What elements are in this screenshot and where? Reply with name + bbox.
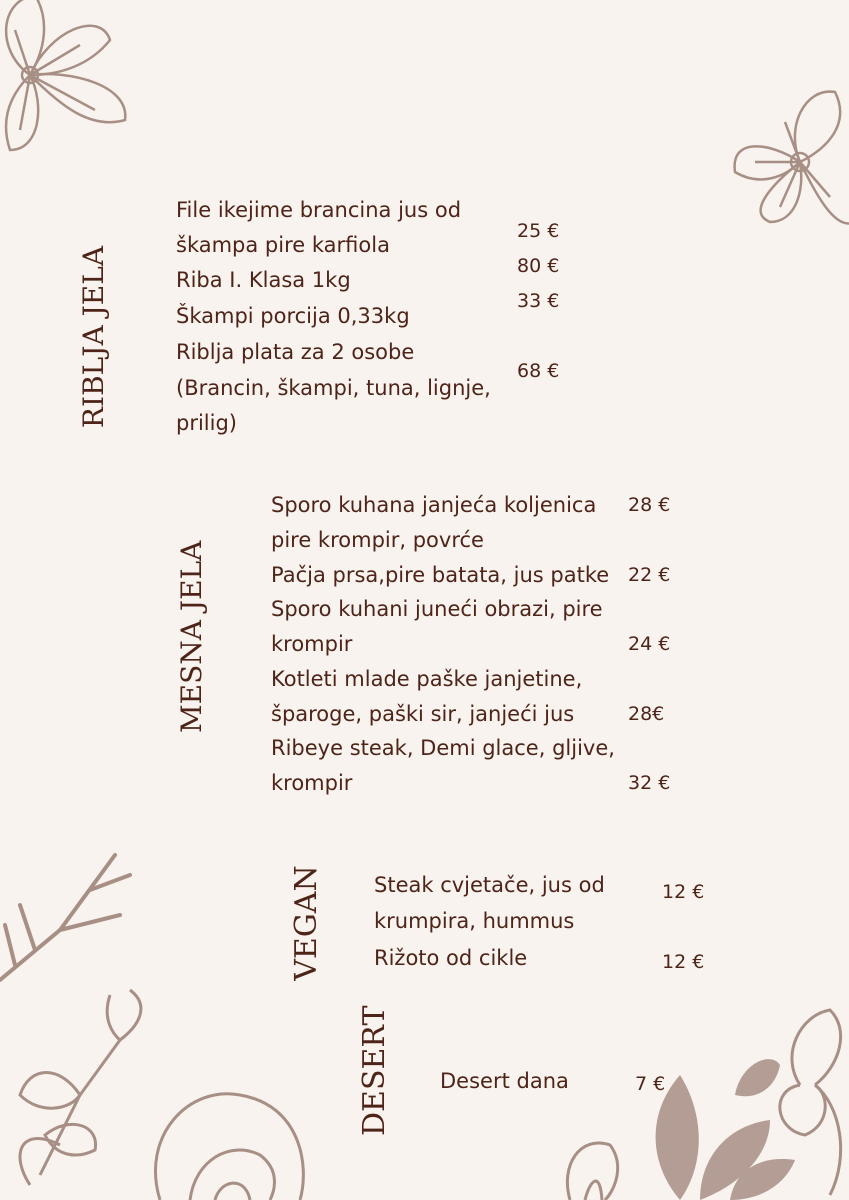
menu-item-line: krumpira, hummus: [374, 909, 575, 933]
menu-item-line: Ribeye steak, Demi glace, gljive,: [271, 736, 615, 760]
leaf-icon: [530, 995, 849, 1200]
menu-item-price: 25 €: [517, 220, 560, 242]
menu-item-price: 7 €: [635, 1073, 666, 1095]
menu-item-line: Desert dana: [440, 1069, 569, 1093]
section-title-mesna-jela: MESNA JELA: [175, 540, 208, 733]
menu-item-line: krompir: [271, 771, 353, 795]
menu-item-price: 24 €: [628, 633, 671, 655]
menu-item-price: 32 €: [628, 772, 671, 794]
menu-item-line: Steak cvjetače, jus od: [374, 873, 605, 897]
section-title-desert: DESERT: [357, 1005, 392, 1136]
menu-item-line: File ikejime brancina jus od: [176, 198, 462, 222]
flower-icon: [0, 0, 160, 165]
menu-item-line: pire krompir, povrće: [271, 528, 484, 552]
menu-item-price: 12 €: [662, 951, 705, 973]
menu-item-line: (Brancin, škampi, tuna, lignje,: [176, 376, 491, 400]
menu-item-line: Rižoto od cikle: [374, 946, 528, 970]
menu-item-line: krompir: [271, 632, 353, 656]
menu-item-price: 12 €: [662, 881, 705, 903]
menu-item-line: Sporo kuhana janjeća koljenica: [271, 493, 597, 517]
flower-icon: [0, 985, 330, 1200]
menu-item-line: šparoge, paški sir, janjeći jus: [271, 702, 575, 726]
menu-item-line: prilig): [176, 411, 237, 435]
section-title-riblja-jela: RIBLJA JELA: [77, 245, 110, 429]
section-title-vegan: VEGAN: [289, 865, 324, 981]
menu-item-price: 80 €: [517, 255, 560, 277]
menu-item-line: Kotleti mlade paške janjetine,: [271, 667, 583, 691]
menu-item-price: 68 €: [517, 360, 560, 382]
branch-icon: [0, 845, 140, 995]
menu-item-price: 28 €: [628, 494, 671, 516]
menu-item-price: 33 €: [517, 290, 560, 312]
menu-item-price: 22 €: [628, 564, 671, 586]
menu-item-price: 28€: [628, 703, 665, 725]
menu-item-line: Sporo kuhani juneći obrazi, pire: [271, 597, 603, 621]
menu-item-line: Škampi porcija 0,33kg: [176, 304, 410, 328]
menu-item-line: Pačja prsa,pire batata, jus patke: [271, 563, 610, 587]
flower-icon: [725, 82, 849, 262]
menu-item-line: škampa pire karfiola: [176, 233, 390, 257]
menu-item-line: Riba I. Klasa 1kg: [176, 268, 351, 292]
menu-item-line: Riblja plata za 2 osobe: [176, 340, 415, 364]
